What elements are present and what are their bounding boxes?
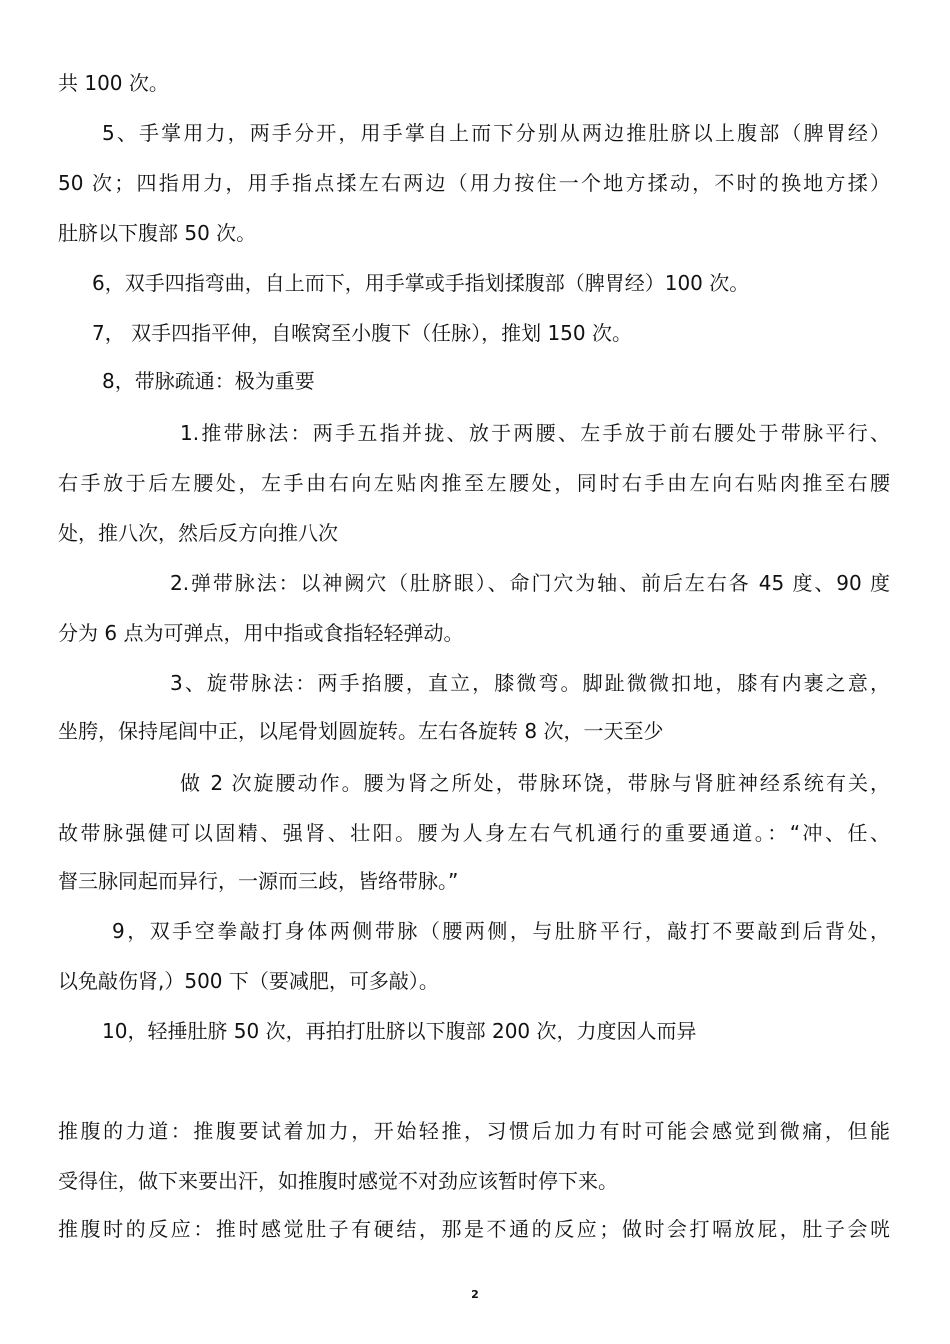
text-line: 以免敲伤肾,）500 下（要减肥，可多敲）。	[58, 969, 439, 993]
text-line: 6，双手四指弯曲，自上而下，用手掌或手指划揉腹部（脾胃经）100 次。	[92, 271, 750, 295]
text-line: 10，轻捶肚脐 50 次，再拍打肚脐以下腹部 200 次，力度因人而异	[102, 1019, 697, 1043]
text-line: 右手放于后左腰处，左手由右向左贴肉推至左腰处，同时右手由左向右贴肉推至右腰	[58, 471, 890, 495]
text-line: 受得住，做下来要出汗，如推腹时感觉不对劲应该暂时停下来。	[58, 1169, 618, 1193]
text-line: 做 2 次旋腰动作。腰为肾之所处，带脉环饶，带脉与肾脏神经系统有关，	[180, 771, 890, 795]
text-line: 1.推带脉法：两手五指并拢、放于两腰、左手放于前右腰处于带脉平行、	[180, 421, 890, 445]
text-line: 推腹的力道：推腹要试着加力，开始轻推，习惯后加力有时可能会感觉到微痛，但能	[58, 1119, 890, 1143]
text-line: 肚脐以下腹部 50 次。	[58, 221, 257, 245]
text-line: 督三脉同起而异行，一源而三歧，皆络带脉。”	[58, 869, 459, 893]
text-line: 共 100 次。	[58, 71, 169, 95]
text-line: 2.弹带脉法：以神阙穴（肚脐眼）、命门穴为轴、前后左右各 45 度、90 度	[170, 571, 890, 595]
text-line: 50 次；四指用力，用手指点揉左右两边（用力按住一个地方揉动，不时的换地方揉）	[58, 171, 890, 195]
text-line: 3、旋带脉法：两手掐腰，直立，膝微弯。脚趾微微扣地，膝有内裹之意，	[170, 671, 890, 695]
text-line: 8，带脉疏通：极为重要	[102, 369, 315, 393]
page-number: 2	[471, 1288, 479, 1301]
text-line: 坐胯，保持尾闾中正，以尾骨划圆旋转。左右各旋转 8 次，一天至少	[58, 719, 664, 743]
text-line: 分为 6 点为可弹点，用中指或食指轻轻弹动。	[58, 621, 464, 645]
text-line: 7， 双手四指平伸，自喉窝至小腹下（任脉），推划 150 次。	[92, 321, 632, 345]
text-line: 推腹时的反应：推时感觉肚子有硬结，那是不通的反应；做时会打嗝放屁，肚子会咣	[58, 1217, 890, 1241]
text-line: 9，双手空拳敲打身体两侧带脉（腰两侧，与肚脐平行，敲打不要敲到后背处，	[112, 919, 890, 943]
text-line: 故带脉强健可以固精、强肾、壮阳。腰为人身左右气机通行的重要通道。：“冲、任、	[58, 821, 890, 845]
text-line: 5、手掌用力，两手分开，用手掌自上而下分别从两边推肚脐以上腹部（脾胃经）	[102, 121, 890, 145]
text-line: 处，推八次，然后反方向推八次	[58, 521, 338, 545]
